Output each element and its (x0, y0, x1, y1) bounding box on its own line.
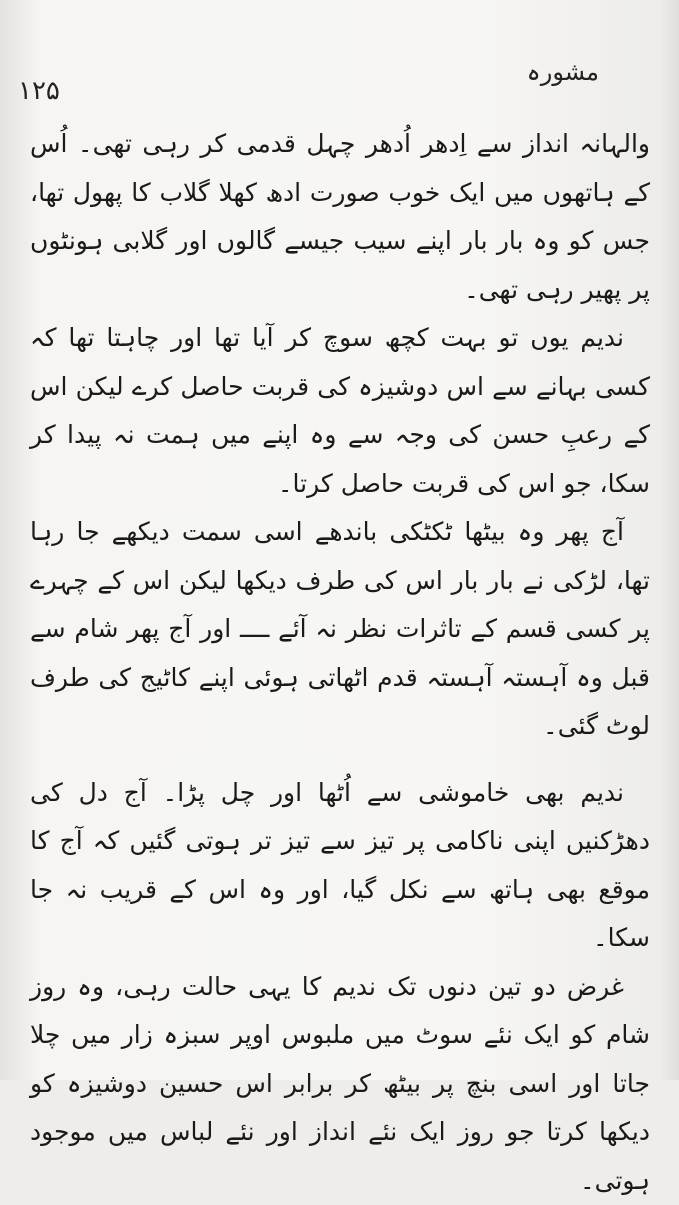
paragraph-5: غرض دو تین دنوں تک ندیم کا یہی حالت رہی، وہ روز شام کو ایک نئے سوٹ میں ملبوس اوپر سبزہ زار میں چلا جاتا اور اسی بنچ پر بیٹھ کر برابر اس حسین دوشیزہ کو دیکھا کرتا جو روز ایک نئے انداز اور نئے لباس میں موجود ہوتی۔ (30, 963, 650, 1205)
paragraph-4: ندیم بھی خاموشی سے اُٹھا اور چل پڑا۔ آج دل کی دھڑکنیں اپنی ناکامی پر تیز سے تیز تر ہوتی گئیں کہ آج کا موقع بھی ہاتھ سے نکل گیا، اور وہ اس کے قریب نہ جا سکا۔ (30, 769, 650, 963)
paragraph-3: آج پھر وہ بیٹھا ٹکٹکی باندھے اسی سمت دیکھے جا رہا تھا، لڑکی نے بار بار اس کی طرف دیکھا لیکن اس کے چہرے پر کسی قسم کے تاثرات نظر نہ آئے ــــ اور آج پھر شام سے قبل وہ آہستہ آہستہ قدم اٹھاتی ہوئی اپنے کاٹیج کی طرف لوٹ گئی۔ (30, 508, 650, 751)
page-header (0, 48, 679, 98)
page-number: ۱۲۵ (18, 76, 60, 106)
running-title: مشورہ (527, 58, 599, 86)
paragraph-1: والہانہ انداز سے اِدھر اُدھر چہل قدمی کر رہی تھی۔ اُس کے ہاتھوں میں ایک خوب صورت ادھ کھلا گلاب کا پھول تھا، جس کو وہ بار بار اپنے سیب جیسے گالوں اور گلابی ہونٹوں پر پھیر رہی تھی۔ (30, 120, 650, 314)
paragraph-2: ندیم یوں تو بہت کچھ سوچ کر آیا تھا اور چاہتا تھا کہ کسی بہانے سے اس دوشیزہ کی قربت حاصل کرے لیکن اس کے رعبِ حسن کی وجہ سے وہ اپنے میں ہمت نہ پیدا کر سکا، جو اس کی قربت حاصل کرتا۔ (30, 314, 650, 508)
body-text (30, 120, 650, 1205)
